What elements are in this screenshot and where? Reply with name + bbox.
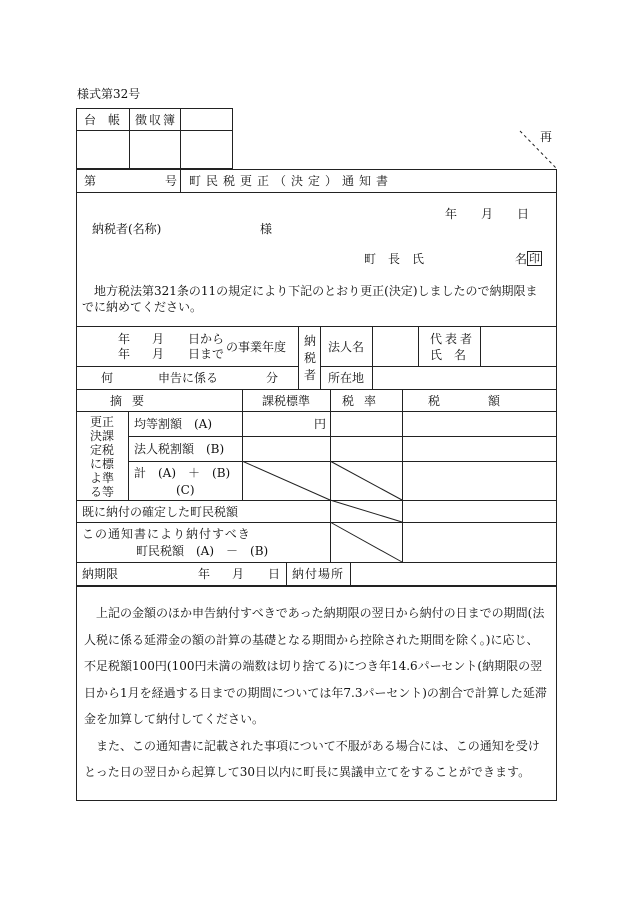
row-corp-levy: 法人税割額 (B) bbox=[134, 442, 225, 456]
intro-text: 地方税法第321条の11の規定により下記のとおり更正(決定)しましたので納期限までに納めてください。 bbox=[82, 284, 538, 314]
side-label-1: 決課 bbox=[90, 429, 115, 443]
sama-label: 様 bbox=[260, 222, 273, 236]
paid-rate-diagonal bbox=[330, 500, 402, 522]
row-total: 計 (A) ＋ (B) bbox=[134, 466, 231, 480]
date-day: 日 bbox=[517, 207, 530, 221]
total-base-diagonal bbox=[242, 461, 330, 500]
row-paid: 既に納付の確定した町民税額 bbox=[82, 505, 239, 519]
notes-block bbox=[84, 600, 550, 786]
total-rate-diagonal bbox=[330, 461, 402, 500]
mayor-label: 町 長 氏 bbox=[364, 252, 425, 266]
deadline-label: 納期限 bbox=[82, 567, 119, 581]
mei-label: 名 bbox=[515, 252, 528, 266]
number-prefix: 第 bbox=[84, 174, 97, 188]
to-day: 日まで bbox=[188, 347, 225, 361]
row-due-1: この通知書により納付すべき bbox=[82, 527, 251, 541]
date-month: 月 bbox=[481, 207, 494, 221]
row-total-c: (C) bbox=[176, 483, 195, 497]
deadline-day: 日 bbox=[268, 567, 281, 581]
taxpayer-label: 納税者(名称) bbox=[92, 222, 162, 236]
date-year: 年 bbox=[445, 207, 458, 221]
side-label-3: に標 bbox=[90, 457, 115, 471]
number-suffix: 号 bbox=[165, 174, 178, 188]
rep-name-label: 氏 名 bbox=[430, 348, 467, 362]
note-appeal: また、この通知書に記載された事項について不服がある場合には、この通知を受けとった日の翌日から起算して30日以内に町長に異議申立てをすることができます。 bbox=[84, 738, 540, 779]
to-year: 年 bbox=[118, 347, 131, 361]
deadline-month: 月 bbox=[232, 567, 245, 581]
form-title: 町民税更正（決定）通知書 bbox=[189, 174, 394, 188]
to-month: 月 bbox=[152, 347, 165, 361]
from-year: 年 bbox=[118, 332, 131, 346]
col-base: 課税標準 bbox=[262, 394, 311, 408]
seal-mark: 印 bbox=[529, 252, 540, 265]
filing-prefix: 何 bbox=[101, 371, 114, 385]
taxpayer-vertical-label: 納税者 bbox=[304, 334, 317, 382]
address-label: 所在地 bbox=[328, 371, 365, 385]
side-label-2: 定税 bbox=[90, 443, 115, 457]
col-amount: 税額 bbox=[428, 394, 549, 408]
col-rate: 税率 bbox=[342, 394, 387, 408]
note-delinquency: 上記の金額のほか申告納付すべきであった納期限の翌日から納付の日までの期間(法人税に係る延滞金の額の計算の基礎となる期間から控除された期間を除く。)に応じ、不足税額100円(100円未満の端数は切り捨てる)につき年14.6パーセント(納期限の翌日から1月を経過する日までの期間については年7.3パーセント)の割合で計算した延滞金を加算して納付してください。 bbox=[84, 606, 547, 726]
re-mark: 再 bbox=[540, 130, 553, 144]
corp-name-label: 法人名 bbox=[328, 340, 365, 354]
filing-mid: 申告に係る bbox=[158, 371, 219, 385]
fiscal-label: の事業年度 bbox=[226, 340, 287, 354]
representative-label: 代表者 bbox=[430, 332, 476, 346]
due-rate-diagonal bbox=[330, 522, 402, 562]
form-number: 様式第32号 bbox=[77, 87, 141, 101]
side-label-4: よ準 bbox=[90, 471, 115, 485]
side-label-0: 更正 bbox=[90, 415, 115, 429]
side-label-5: る等 bbox=[90, 485, 115, 499]
from-month: 月 bbox=[152, 332, 165, 346]
row-equal: 均等割額 (A) bbox=[134, 417, 213, 431]
from-day: 日から bbox=[188, 332, 225, 346]
deadline-year: 年 bbox=[198, 567, 211, 581]
re-dashed-diagonal bbox=[520, 131, 557, 169]
ledger-label-1: 台 帳 bbox=[84, 113, 121, 127]
yen-unit: 円 bbox=[314, 417, 327, 431]
row-due-2: 町民税額 (A) － (B) bbox=[136, 544, 269, 558]
filing-suffix: 分 bbox=[266, 371, 279, 385]
col-item: 摘要 bbox=[110, 394, 155, 408]
payment-place-label: 納付場所 bbox=[292, 567, 345, 581]
ledger-label-2: 徴収簿 bbox=[135, 113, 178, 127]
